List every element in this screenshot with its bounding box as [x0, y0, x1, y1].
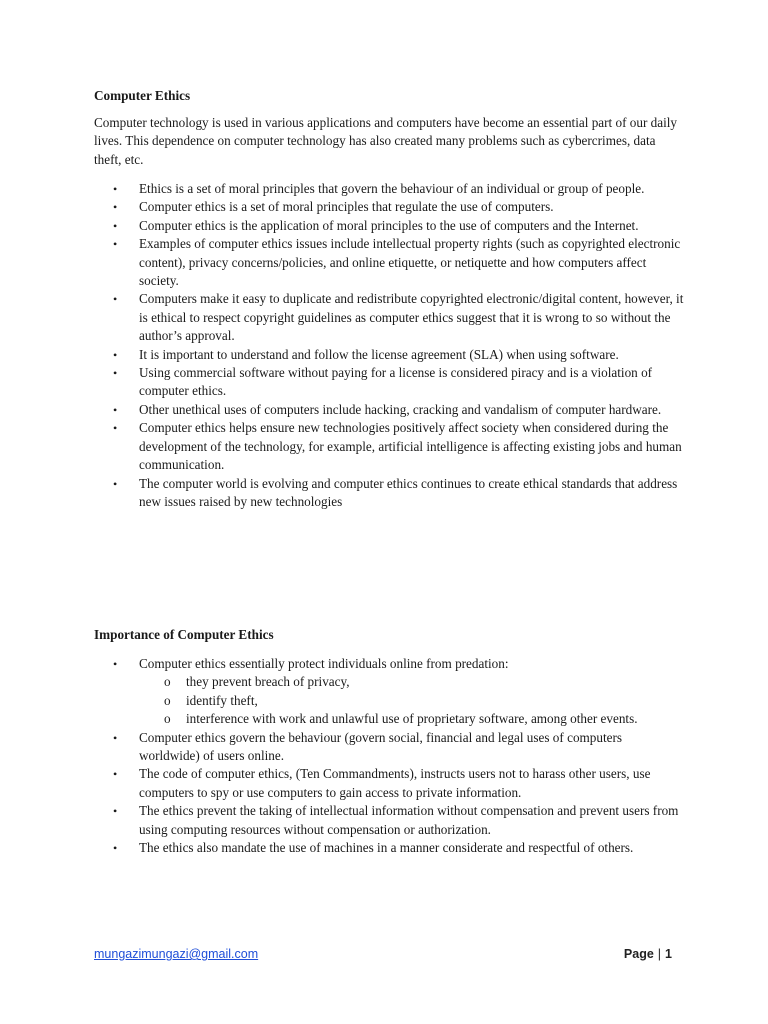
- sub-list: [139, 673, 684, 728]
- list-item-text: The code of computer ethics, (Ten Commandments), instructs users not to harass other users, use computers to spy or use computers to gain access to private information.: [139, 766, 651, 800]
- list-item: [94, 180, 684, 198]
- bullet-icon: •: [113, 841, 118, 856]
- list-item: [94, 401, 684, 419]
- list-item-text: Computer ethics helps ensure new technologies positively affect society when considered during the development of the technology, for example, artificial intelligence is affecting existing jobs and human communication.: [139, 420, 682, 473]
- bullet-icon: •: [113, 292, 118, 307]
- sub-list-item-text: they prevent breach of privacy,: [186, 674, 350, 690]
- sub-list-item-text: interference with work and unlawful use of proprietary software, among other events.: [186, 711, 638, 727]
- list-item: [94, 802, 684, 839]
- bullet-icon: •: [113, 237, 118, 252]
- list-item-text: Using commercial software without paying for a license is considered piracy and is a violation of computer ethics.: [139, 365, 653, 399]
- sub-list-item: [139, 673, 684, 691]
- list-item: [94, 364, 684, 401]
- list-item: [94, 198, 684, 216]
- list-item: [94, 235, 684, 290]
- importance-list: [94, 655, 684, 857]
- list-item-text: Computers make it easy to duplicate and redistribute copyrighted electronic/digital content, however, it is ethical to respect copyright guidelines as computer ethics suggest that it is wrong to so without the author’s approval.: [139, 291, 684, 344]
- list-item: [94, 729, 684, 766]
- computer-ethics-list: [94, 180, 684, 511]
- bullet-icon: •: [113, 804, 118, 819]
- list-item-text: Ethics is a set of moral principles that govern the behaviour of an individual or group of people.: [139, 181, 645, 196]
- bullet-icon: •: [113, 476, 118, 491]
- section-title-computer-ethics: Computer Ethics: [94, 88, 191, 103]
- email-link[interactable]: mungazimungazi@gmail.com: [94, 947, 259, 961]
- separator: |: [657, 947, 662, 961]
- list-item: [94, 419, 684, 474]
- bullet-icon: •: [113, 730, 118, 745]
- list-item: [94, 839, 684, 857]
- list-item-text: Other unethical uses of computers include hacking, cracking and vandalism of computer hardware.: [139, 401, 662, 417]
- bullet-icon: •: [113, 347, 118, 362]
- page-number-value: 1: [665, 947, 672, 961]
- sub-list-item: [139, 710, 684, 728]
- intro-paragraph: Computer technology is used in various applications and computers have become an essential part of our daily lives. This dependence on computer technology has also created many problems such as cybercrimes, data theft, etc.: [94, 115, 678, 167]
- sub-list-item-text: identify theft,: [186, 692, 258, 708]
- page-number: [624, 947, 672, 961]
- list-item-text: Examples of computer ethics issues include intellectual property rights (such as copyrighted electronic content), privacy concerns/policies, and online etiquette, or netiquette and how computers affect society.: [139, 236, 681, 289]
- page-footer: [94, 947, 672, 961]
- bullet-icon: •: [113, 767, 118, 782]
- circle-bullet-icon: o: [164, 692, 171, 708]
- bullet-icon: •: [113, 657, 118, 671]
- list-item: [94, 290, 684, 345]
- list-item: [94, 765, 684, 802]
- list-item-text: Computer ethics is a set of moral principles that regulate the use of computers.: [139, 199, 554, 215]
- list-item-text: It is important to understand and follow the license agreement (SLA) when using software.: [139, 346, 619, 362]
- bullet-icon: •: [113, 402, 118, 417]
- section-title-importance: Importance of Computer Ethics: [94, 627, 274, 642]
- bullet-icon: •: [113, 421, 118, 436]
- list-item-text: Computer ethics govern the behaviour (govern social, financial and legal uses of computers worldwide) of users online.: [139, 729, 623, 764]
- list-item-text: The computer world is evolving and computer ethics continues to create ethical standards that address new issues raised by new technologies: [139, 475, 678, 509]
- list-item: [94, 346, 684, 364]
- list-item-text: Computer ethics essentially protect individuals online from predation:: [139, 656, 509, 671]
- bullet-icon: •: [113, 366, 118, 381]
- list-item: [94, 217, 684, 235]
- list-item: [94, 655, 684, 729]
- bullet-icon: •: [113, 182, 118, 196]
- list-item-text: The ethics also mandate the use of machines in a manner considerate and respectful of others.: [139, 840, 634, 856]
- list-item: [94, 475, 684, 512]
- circle-bullet-icon: o: [164, 674, 171, 690]
- circle-bullet-icon: o: [164, 711, 171, 727]
- sub-list-item: [139, 692, 684, 710]
- page-label: Page: [623, 947, 654, 961]
- bullet-icon: •: [113, 218, 118, 233]
- list-item-text: The ethics prevent the taking of intellectual information without compensation and prevent users from using computing resources without compensation or authorization.: [139, 803, 679, 837]
- bullet-icon: •: [113, 200, 118, 215]
- list-item-text: Computer ethics is the application of moral principles to the use of computers and the Internet.: [139, 217, 639, 233]
